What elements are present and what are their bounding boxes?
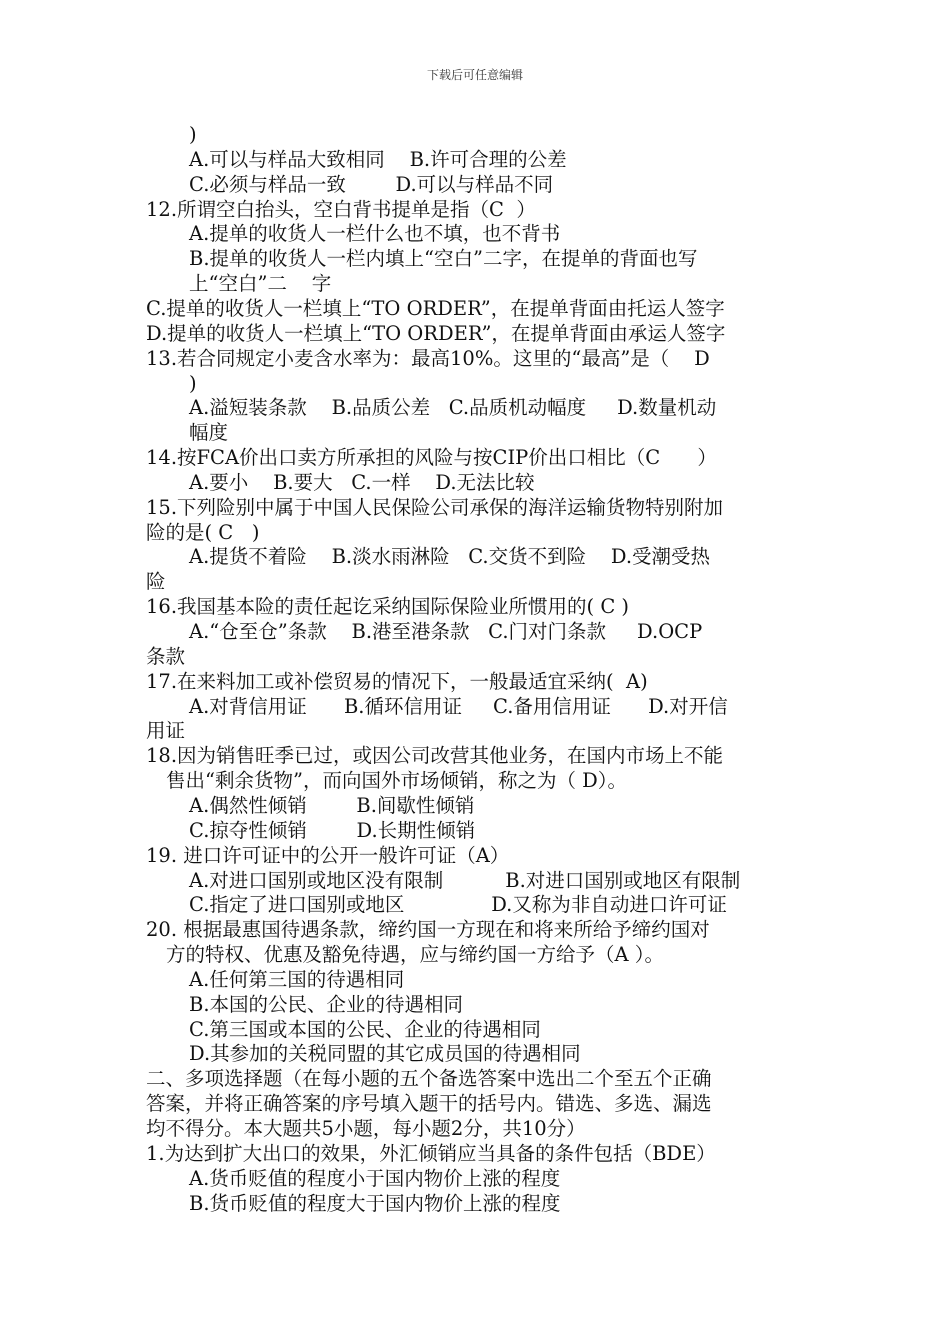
text-line: B.本国的公民、企业的待遇相同	[189, 992, 464, 1016]
text-line: A.任何第三国的待遇相同	[189, 967, 405, 991]
text-line: 答案，并将正确答案的序号填入题干的括号内。错选、多选、漏选	[146, 1092, 712, 1116]
page-header: 下载后可任意编辑	[426, 68, 523, 82]
text-line: D.提单的收货人一栏填上“TO ORDER”，在提单背面由承运人签字	[146, 321, 726, 345]
text-line: 19. 进口许可证中的公开一般许可证（A）	[146, 843, 510, 867]
text-line: A.对进口国别或地区没有限制 B.对进口国别或地区有限制	[189, 868, 741, 892]
text-line: C.指定了进口国别或地区 D.又称为非自动进口许可证	[189, 893, 727, 917]
text-line: C.掠夺性倾销 D.长期性倾销	[189, 818, 476, 842]
text-line: 13.若合同规定小麦含水率为：最高10%。这里的“最高”是（ D	[146, 346, 710, 370]
text-line: 18.因为销售旺季已过，或因公司改营其他业务，在国内市场上不能	[146, 744, 724, 768]
text-line: A.提单的收货人一栏什么也不填，也不背书	[189, 222, 561, 246]
text-line: )	[189, 123, 197, 146]
text-line: )	[189, 371, 197, 395]
text-line: A.偶然性倾销 B.间歇性倾销	[189, 793, 475, 817]
text-line: B.提单的收货人一栏内填上“空白”二字，在提单的背面也写	[189, 247, 698, 271]
text-line: 20. 根据最惠国待遇条款，缔约国一方现在和将来所给予缔约国对	[146, 918, 710, 942]
text-line: 17.在来料加工或补偿贸易的情况下，一般最适宜采纳( A)	[146, 669, 648, 693]
text-line: 均不得分。本大题共5小题，每小题2分，共10分）	[146, 1117, 586, 1140]
text-line: A.货币贬值的程度小于国内物价上涨的程度	[189, 1166, 561, 1190]
text-line: A.对背信用证 B.循环信用证 C.备用信用证 D.对开信	[189, 694, 728, 718]
text-line: 险	[146, 570, 166, 594]
text-line: 15.下列险别中属于中国人民保险公司承保的海洋运输货物特别附加	[146, 495, 724, 519]
text-line: A.要小 B.要大 C.一样 D.无法比较	[189, 470, 535, 494]
text-line: D.其参加的关税同盟的其它成员国的待遇相同	[189, 1042, 581, 1066]
text-line: 险的是( C )	[146, 520, 260, 544]
text-line: 上“空白”二 字	[189, 272, 332, 296]
text-line: A.溢短装条款 B.品质公差 C.品质机动幅度 D.数量机动	[189, 396, 717, 420]
text-line: A.可以与样品大致相同 B.许可合理的公差	[189, 147, 567, 171]
text-line: B.货币贬值的程度大于国内物价上涨的程度	[189, 1191, 561, 1215]
text-line: C.第三国或本国的公民、企业的待遇相同	[189, 1017, 541, 1041]
text-line: 幅度	[189, 421, 229, 445]
text-line: 方的特权、优惠及豁免待遇，应与缔约国一方给予（A ）。	[166, 943, 665, 967]
text-line: A.提货不着险 B.淡水雨淋险 C.交货不到险 D.受潮受热	[189, 545, 711, 569]
text-line: 16.我国基本险的责任起讫采纳国际保险业所惯用的( C )	[146, 595, 630, 619]
text-line: A.“仓至仓”条款 B.港至港条款 C.门对门条款 D.OCP	[189, 620, 703, 643]
text-line: C.必须与样品一致 D.可以与样品不同	[189, 172, 554, 196]
text-line: 二、多项选择题（在每小题的五个备选答案中选出二个至五个正确	[146, 1067, 712, 1091]
text-line: C.提单的收货人一栏填上“TO ORDER”，在提单背面由托运人签字	[146, 296, 725, 320]
text-line: 1.为达到扩大出口的效果，外汇倾销应当具备的条件包括（BDE）	[146, 1141, 716, 1165]
text-line: 用证	[146, 719, 186, 743]
text-line: 12.所谓空白抬头，空白背书提单是指（C ）	[146, 197, 536, 221]
text-line: 条款	[146, 644, 186, 668]
text-line: 售出“剩余货物”，而向国外市场倾销，称之为（ D）。	[166, 769, 628, 793]
text-line: 14.按FCA价出口卖方所承担的风险与按CIP价出口相比（C ）	[146, 446, 717, 470]
